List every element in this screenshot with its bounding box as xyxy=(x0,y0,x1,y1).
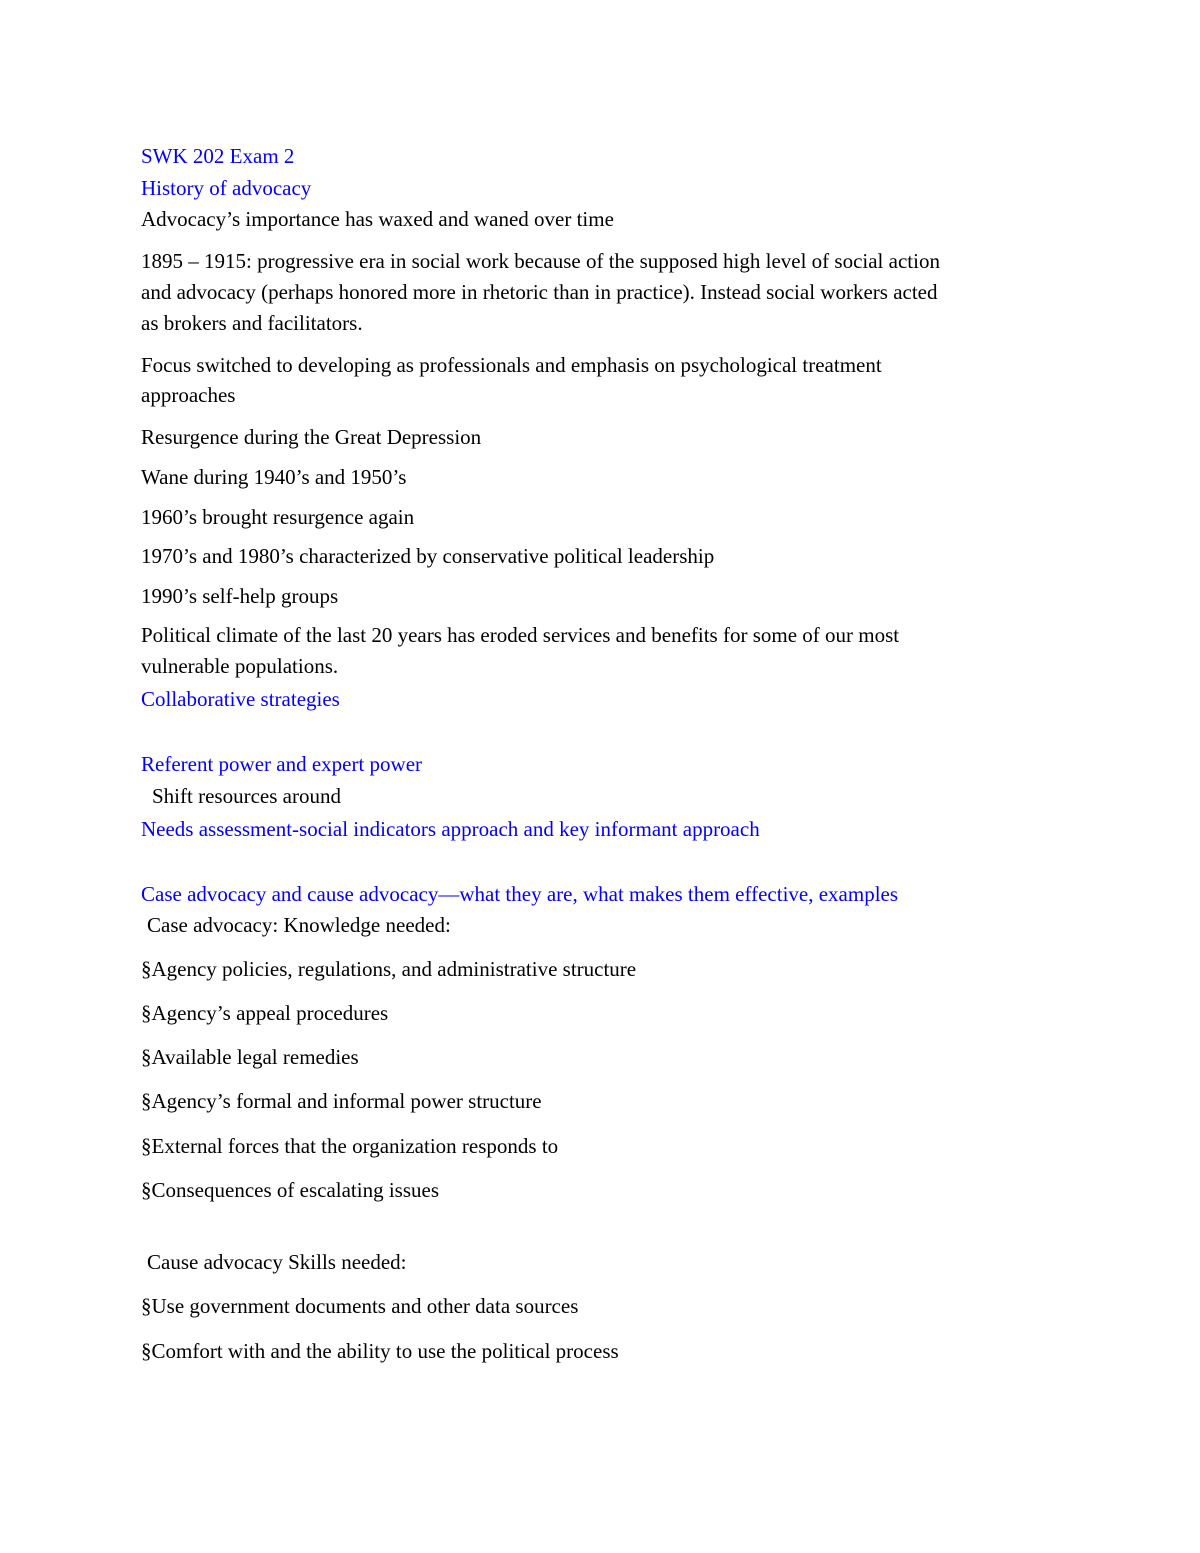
paragraph-1895-line-3: as brokers and facilitators. xyxy=(141,311,363,335)
paragraph-resurgence: Resurgence during the Great Depression xyxy=(141,425,482,449)
list-item: §Agency’s appeal procedures xyxy=(141,1001,389,1025)
list-item: §Use government documents and other data sources xyxy=(141,1294,579,1318)
section-heading-history: History of advocacy xyxy=(141,176,312,200)
case-advocacy-knowledge-label: Case advocacy: Knowledge needed: xyxy=(147,913,451,937)
paragraph-1970s: 1970’s and 1980’s characterized by conservative political leadership xyxy=(141,544,715,568)
list-item: §Agency policies, regulations, and administrative structure xyxy=(141,957,637,981)
list-item: §Consequences of escalating issues xyxy=(141,1178,440,1202)
paragraph-1990s: 1990’s self-help groups xyxy=(141,584,339,608)
document-title: SWK 202 Exam 2 xyxy=(141,144,295,168)
paragraph-focus-line-2: approaches xyxy=(141,383,236,407)
paragraph-wane: Wane during 1940’s and 1950’s xyxy=(141,465,407,489)
list-item: §Available legal remedies xyxy=(141,1045,359,1069)
paragraph-shift-resources: Shift resources around xyxy=(152,784,341,808)
paragraph-waxed: Advocacy’s importance has waxed and waned over time xyxy=(141,207,614,231)
list-item: §Agency’s formal and informal power structure xyxy=(141,1089,542,1113)
paragraph-1895-line-1: 1895 – 1915: progressive era in social work because of the supposed high level of social action xyxy=(141,249,940,273)
section-heading-needs-assessment: Needs assessment-social indicators approach and key informant approach xyxy=(141,817,760,841)
section-heading-power: Referent power and expert power xyxy=(141,752,423,776)
paragraph-1895-line-2: and advocacy (perhaps honored more in rhetoric than in practice). Instead social workers acted xyxy=(141,280,938,304)
list-item: §External forces that the organization responds to xyxy=(141,1134,559,1158)
section-heading-case-advocacy: Case advocacy and cause advocacy—what they are, what makes them effective, examples xyxy=(141,882,899,906)
section-heading-collaborative: Collaborative strategies xyxy=(141,687,340,711)
paragraph-focus-line-1: Focus switched to developing as professionals and emphasis on psychological treatment xyxy=(141,353,882,377)
paragraph-climate-line-1: Political climate of the last 20 years has eroded services and benefits for some of our most xyxy=(141,623,900,647)
cause-advocacy-skills-label: Cause advocacy Skills needed: xyxy=(147,1250,407,1274)
paragraph-climate-line-2: vulnerable populations. xyxy=(141,654,339,678)
paragraph-1960s: 1960’s brought resurgence again xyxy=(141,505,415,529)
list-item: §Comfort with and the ability to use the political process xyxy=(141,1339,619,1363)
